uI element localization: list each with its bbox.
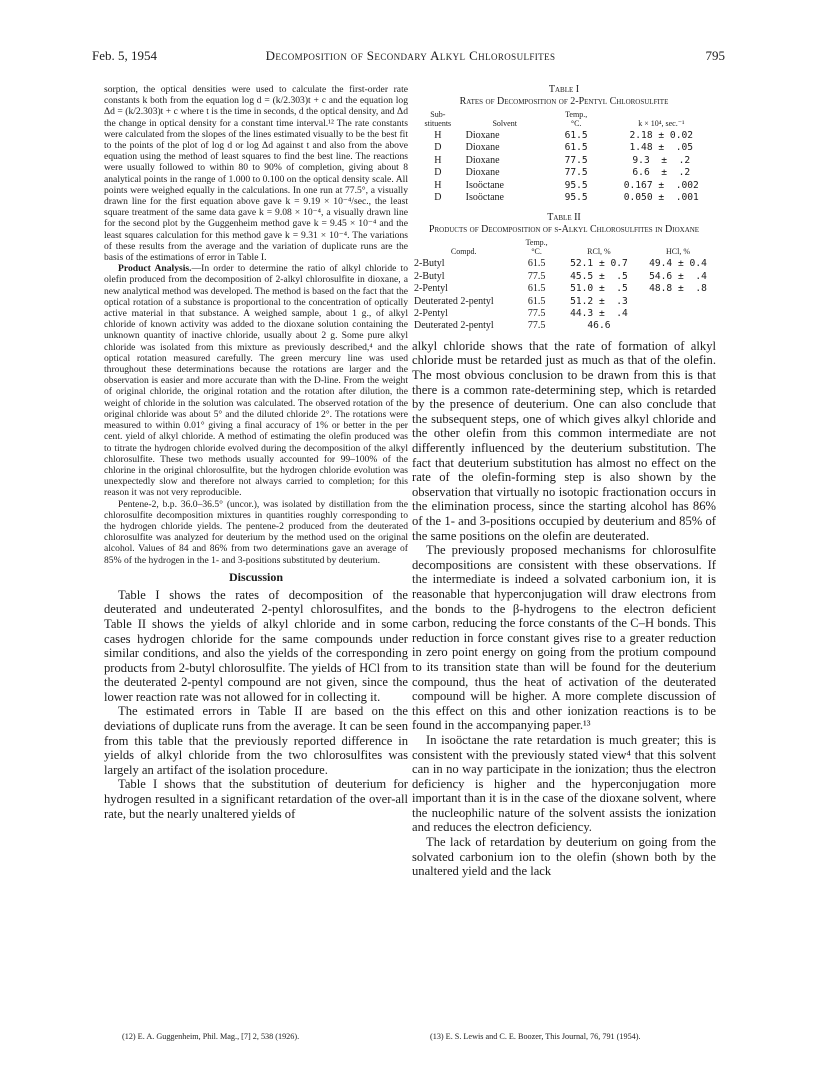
table-cell: 2-Pentyl bbox=[414, 283, 448, 295]
right-discussion-text bbox=[412, 339, 716, 879]
table-2-label: Table II bbox=[547, 212, 581, 224]
table-cell: 51.2 ± .3 bbox=[570, 295, 628, 307]
column-header: k × 10⁴, sec.⁻¹ bbox=[638, 119, 685, 128]
table-cell: 44.3 ± .4 bbox=[570, 308, 628, 320]
table-cell: D bbox=[434, 142, 442, 154]
table-cell: 52.1 ± 0.7 bbox=[570, 258, 628, 270]
paragraph-discussion-1: Table I shows the rates of decomposition of the deuterated and undeuterated 2-pentyl chlorosulfites, and Table II shows the yields of alkyl chloride and in some cases hydrogen chloride for the same compounds under similar conditions, and also the yields of the corresponding products from 2-butyl chlorosulfite. The yields of HCl from the deuterated 2-pentyl compound are not given, since the lower reaction rate was not allowed for in collecting it. bbox=[104, 587, 408, 704]
table-cell: 61.5 bbox=[527, 295, 546, 307]
right-column bbox=[412, 84, 716, 879]
table-cell: 49.4 ± 0.4 bbox=[649, 258, 707, 270]
table-cell: 61.5 bbox=[564, 142, 588, 154]
paragraph-discussion-3: Table I shows that the substitution of deuterium for hydrogen resulted in a significant retardation of the over-all rate, but the nearly unaltered yields of bbox=[104, 777, 408, 821]
table-cell: 77.5 bbox=[527, 270, 546, 282]
table-cell: Deuterated 2-pentyl bbox=[414, 295, 494, 307]
column-header: Solvent bbox=[492, 119, 517, 128]
table-header-row bbox=[412, 110, 716, 130]
table-cell: 48.8 ± .8 bbox=[649, 283, 707, 295]
table-cell: 95.5 bbox=[564, 192, 588, 204]
table-cell: 0.167 ± .002 bbox=[623, 179, 699, 191]
table-cell bbox=[640, 308, 716, 320]
table-header-row bbox=[412, 238, 716, 258]
table-row bbox=[412, 296, 716, 308]
table-row bbox=[412, 192, 716, 204]
table-cell: 77.5 bbox=[527, 320, 546, 332]
table-cell: 2.18 ± 0.02 bbox=[629, 130, 694, 141]
table-cell: 9.3 ± .2 bbox=[632, 154, 691, 166]
header-date: Feb. 5, 1954 bbox=[92, 48, 157, 63]
paragraph-isooctane: In isoöctane the rate retardation is much greater; this is consistent with the previously stated view⁴ that this solvent can in no way participate in the ionization; thus the electron deficiency is higher and the hyperconjugation more important than it is in the case of the dioxane solvent, where the nucleophilic nature of the solvent assists the ionization and reduces the electron deficiency. bbox=[412, 732, 716, 835]
table-row bbox=[412, 271, 716, 283]
table-cell: 61.5 bbox=[564, 130, 588, 141]
table-cell: H bbox=[434, 154, 442, 166]
table-cell: Isoöctane bbox=[465, 192, 504, 204]
table-2-caption: Products of Decomposition of s-Alkyl Chlorosulfites in Dioxane bbox=[428, 224, 700, 236]
paragraph-product-analysis bbox=[104, 263, 408, 498]
table-1 bbox=[412, 84, 716, 204]
section-heading-discussion: Discussion bbox=[228, 569, 284, 584]
table-row bbox=[412, 283, 716, 295]
table-cell: D bbox=[434, 167, 442, 179]
table-row bbox=[412, 320, 716, 332]
table-cell: 77.5 bbox=[564, 154, 588, 166]
table-2 bbox=[412, 212, 716, 332]
table-cell: 61.5 bbox=[527, 258, 546, 270]
table-row bbox=[412, 258, 716, 270]
table-cell bbox=[640, 296, 716, 308]
discussion-text bbox=[104, 588, 408, 822]
table-cell: 77.5 bbox=[564, 167, 588, 179]
column-header: Temp., °C. bbox=[525, 238, 548, 257]
run-in-heading: Product Analysis. bbox=[118, 263, 192, 275]
table-2-grid bbox=[412, 238, 716, 332]
table-row bbox=[412, 142, 716, 154]
paragraph-discussion-2: The estimated errors in Table II are based on the deviations of duplicate runs from the average. It can be seen from this table that the previously reported difference in yields of alkyl chloride from the two chlorosulfites was largely an artifact of the isolation procedure. bbox=[104, 704, 408, 777]
table-cell: Dioxane bbox=[465, 154, 500, 166]
table-cell: 51.0 ± .5 bbox=[570, 283, 628, 295]
table-cell: 2-Butyl bbox=[414, 258, 445, 270]
table-cell: Deuterated 2-pentyl bbox=[414, 320, 494, 332]
column-header: HCl, % bbox=[665, 247, 690, 257]
paragraph-pentene: Pentene-2, b.p. 36.0–36.5° (uncor.), was isolated by distillation from the chlorosulfite decomposition mixtures in quantities roughly corresponding to the hydrogen chloride yields. The pentene-2 produced from the deuterated chlorosulfite was analyzed for deuterium by the method used on the original alcohol. Values of 84 and 86% from two determinations gave an average of 85% of the hydrogen in the 1- and 3-positions substituted by deuterium. bbox=[104, 498, 408, 566]
table-1-caption: Rates of Decomposition of 2-Pentyl Chlorosulfite bbox=[459, 96, 669, 107]
table-cell: 95.5 bbox=[564, 179, 588, 191]
footnote-12: (12) E. A. Guggenheim, Phil. Mag., [7] 2, 538 (1926). bbox=[122, 1032, 300, 1041]
table-1-grid bbox=[412, 110, 716, 204]
table-cell: Dioxane bbox=[465, 142, 500, 154]
paragraph-mechanism: The previously proposed mechanisms for chlorosulfite decompositions are consistent with these observations. If the intermediate is indeed a solvated carbonium ion, it is reasonable that hyperconjugation will draw electrons from the bonds to the β-hydrogens to the electron deficient carbon, reducing the force constants of the C–H bonds. This reduction in force constant gives rise to a greater reduction in zero point energy on going from the protium compound to its transition state than will be found for the deuterium compound, thus the heat of activation of the deuterated compound will be higher. A more complete discussion of this effect on this and other ionization reactions is to be found in the accompanying paper.¹³ bbox=[412, 543, 716, 733]
table-cell: 0.050 ± .001 bbox=[623, 192, 699, 204]
paragraph-text: —In order to determine the ratio of alkyl chloride to olefin produced from the decomposition of 2-alkyl chlorosulfite in dioxane, a new analytical method was developed. The method is based on the fact that the optical rotation of a substance is proportional to the concentration of optically active material in that substance. A weighed sample, about 1 g., of alkyl chloride of known activity was added to the dioxane solution containing the unknown quantity of inactive chloride, usually about 2 g. Some pure alkyl chloride was isolated from this mixture as previously described,⁴ and the optical rotation measured carefully. The green mercury line was used throughout these determinations because the rotations are larger and the observation is easier and more accurate than with the D-line. From the weight of original chloride, the original rotation and the rotation after dilution, the weight of chloride in the solution was calculated. The observed rotation of the original chloride was about 5° and the diluted chloride 2°. The rotations were measured to within 0.01° giving a final accuracy of 1% or better in the per cent. yield of alkyl chloride. A method of estimating the olefin produced was to titrate the hydrogen chloride evolved during the decomposition of the alkyl chlorosulfite. These two methods usually accounted for 99–100% of the chlorine in the original chlorosulfite, but the hydrogen chloride evolution was unexpectedly slow and therefore not always carried to completion; for this reason it was not very reproducible. bbox=[104, 263, 408, 499]
table-cell: 2-Butyl bbox=[414, 270, 445, 282]
table-1-label: Table I bbox=[548, 84, 580, 95]
table-row bbox=[412, 155, 716, 167]
table-row bbox=[412, 167, 716, 179]
table-cell: H bbox=[434, 130, 442, 141]
footnote-13: (13) E. S. Lewis and C. E. Boozer, This Journal, 76, 791 (1954). bbox=[430, 1032, 641, 1041]
table-cell: Dioxane bbox=[465, 130, 500, 141]
column-header: Temp., °C. bbox=[565, 110, 588, 128]
table-cell: 45.5 ± .5 bbox=[570, 270, 628, 282]
table-row bbox=[412, 308, 716, 320]
table-row bbox=[412, 180, 716, 192]
paragraph-rate-calculation: sorption, the optical densities were used to calculate the first-order rate constants k both from the equation log d = (k/2.303)t + c and the equation log Δd = (k/2.303)t + c where t is the time in seconds, d the optical density, and Δd the change in optical density for a constant time interval.¹² The rate constants were calculated from the slopes of the lines estimated visually to be the best fit to the points of the plot of log d or log Δd against t and also from the above equation using the method of least squares to find the best line. The reactions were usually followed to within 80 to 90% of completion, giving about 8 analytical points in the range of 1.000 to 0.100 on the optical density scale. All points were weighed equally in the calculations. In one run at 77.5°, a visually drawn line for the first equation above gave k = 9.19 × 10⁻⁴/sec., the least square treatment of the same data gave k = 9.08 × 10⁻⁴, a visually drawn line for the second plot by the Guggenheim method gave k = 9.45 × 10⁻⁴ and the least squares calculation for this method gave k = 9.31 × 10⁻⁴. The variations of these results from the average and the variation of duplicate runs are the basis of the estimations of error in Table I. bbox=[104, 84, 408, 264]
table-cell: 77.5 bbox=[527, 308, 546, 320]
column-header: Sub- stituents bbox=[424, 110, 452, 128]
table-cell: 54.6 ± .4 bbox=[649, 270, 707, 282]
table-cell: H bbox=[434, 179, 442, 191]
table-cell: D bbox=[434, 192, 442, 204]
paragraph-continued: alkyl chloride shows that the rate of formation of alkyl chloride must be retarded just as much as that of the olefin. The most obvious conclusion to be drawn from this is that there is a common rate-determining step, which is retarded by the presence of deuterium. One can also conclude that the subsequent steps, one of which gives alkyl chloride and the other olefin from this common intermediate are not differently influenced by the deuterium substitution. The fact that deuterium substitution has almost no effect on the rate of the olefin-forming step is also shown by the observation that virtually no isotopic fractionation occurs in the elimination process, since the starting alcohol has 86% of the 1- and 3-positions occupied by deuterium and 85% of the same positions on the olefin are deuterated. bbox=[412, 338, 716, 543]
column-header: RCl, % bbox=[587, 247, 611, 257]
table-row bbox=[412, 130, 716, 142]
experimental-text bbox=[104, 84, 408, 566]
page-number: 795 bbox=[705, 48, 725, 63]
table-cell: Dioxane bbox=[465, 167, 500, 179]
table-cell: 6.6 ± .2 bbox=[632, 167, 691, 179]
table-cell bbox=[640, 320, 716, 332]
table-cell: 1.48 ± .05 bbox=[629, 142, 694, 154]
column-header: Compd. bbox=[450, 247, 477, 257]
table-cell: 2-Pentyl bbox=[414, 308, 448, 320]
table-cell: 61.5 bbox=[527, 283, 546, 295]
table-cell: 46.6 bbox=[587, 320, 611, 332]
paragraph-retardation: The lack of retardation by deuterium on going from the solvated carbonium ion to the olefin (shown both by the unaltered yield and the lack bbox=[412, 835, 716, 879]
left-column bbox=[104, 84, 408, 821]
table-cell: Isoöctane bbox=[465, 179, 504, 191]
running-title: Decomposition of Secondary Alkyl Chlorosulfites bbox=[265, 48, 556, 63]
